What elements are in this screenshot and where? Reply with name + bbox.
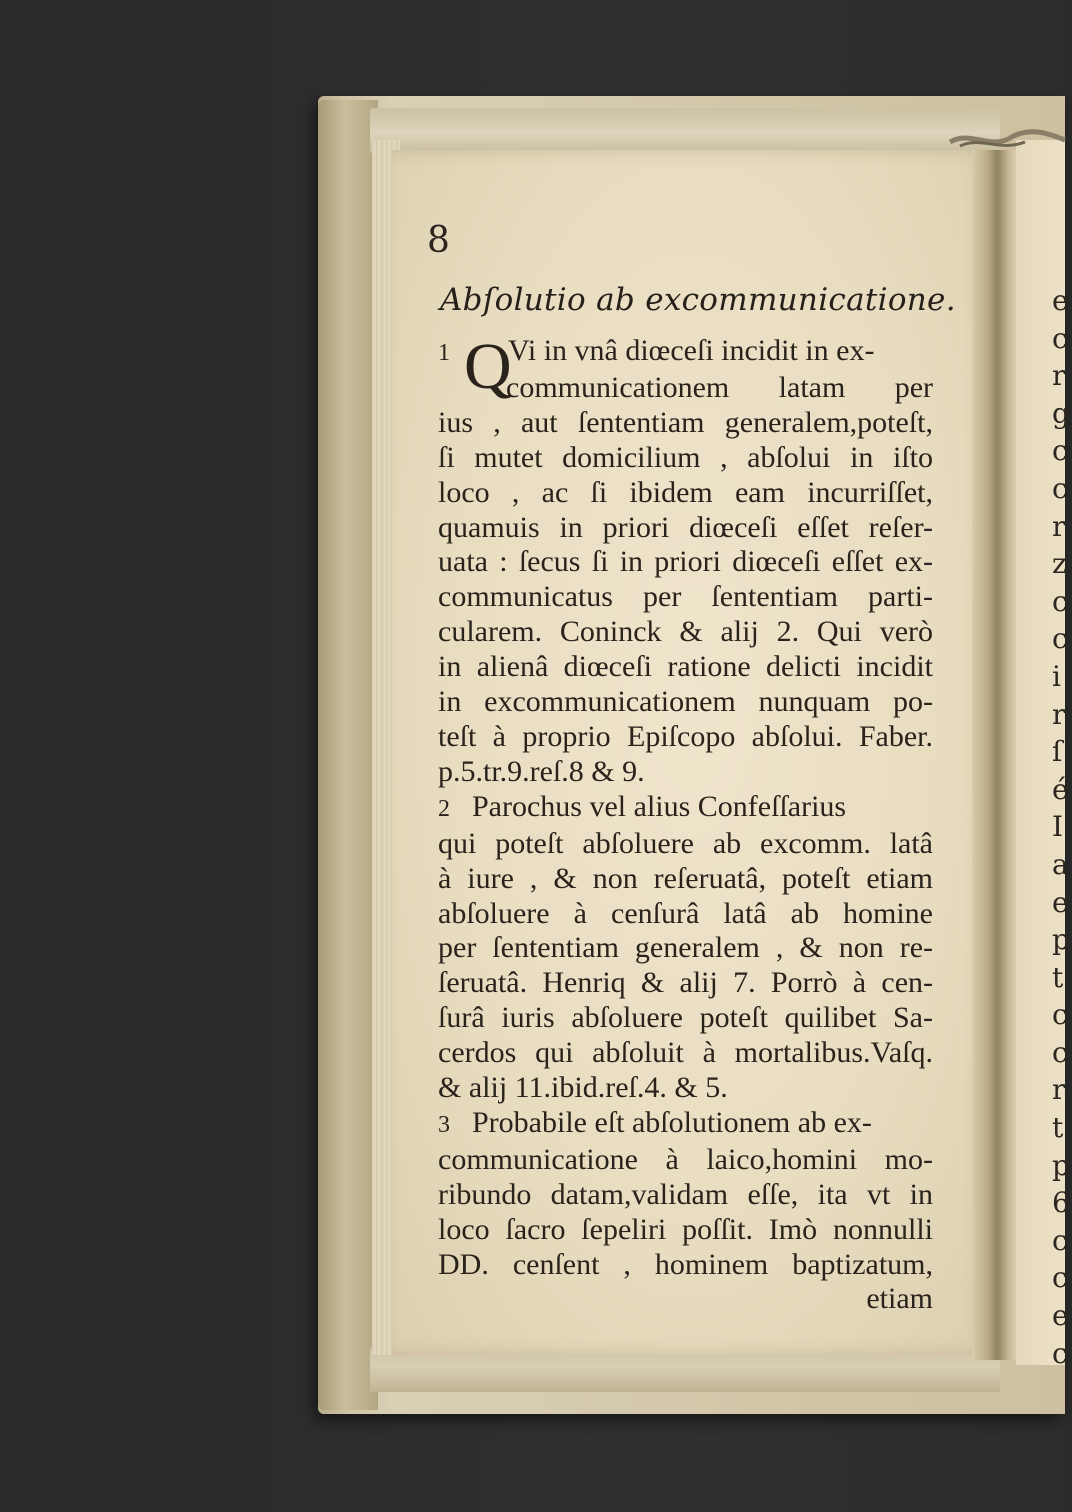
edge-letter: a [1052,847,1069,881]
text-line: 1 Vi in vnâ diœceſi incidit in ex- [438,334,933,371]
edge-letter: r [1052,1073,1066,1107]
edge-letter: i [1052,659,1061,693]
cover-top-edge [370,108,1000,154]
edge-letter: t [1052,1111,1064,1145]
edge-letter: c [1052,622,1068,656]
text-line: in alienâ diœceſi ratione delicti incidit [438,650,933,684]
text-line: loco , ac ſi ibidem eam incurriſſet, [438,475,933,509]
text-line: per ſententiam generalem , & non re- [438,931,933,965]
edge-letter: e [1052,885,1069,919]
book-spine [318,100,378,1410]
text-line: communicatus per ſententiam parti- [438,580,933,614]
text-line: qui poteſt abſoluere ab excomm. latâ [438,826,933,860]
edge-letter: g [1052,396,1070,430]
edge-letter: r [1052,359,1066,393]
text-line: abſoluere à cenſurâ latâ ab homine [438,896,933,930]
text-line: loco ſacro ſepeliri poſſit. Imò nonnulli [438,1212,933,1246]
text-line: 3 Probabile eſt abſolutionem ab ex- [438,1106,933,1143]
text-line: in excommunicationem nunquam po- [438,685,933,719]
edge-letter: c [1052,1261,1068,1295]
edge-letter: r [1052,697,1066,731]
edge-letter: t [1052,960,1064,994]
edge-letter: c [1052,998,1068,1032]
edge-letter: c [1052,321,1068,355]
binding-thread-icon [950,120,1065,156]
text-line: ſeruatâ. Henriq & alij 7. Porrò à cen- [438,966,933,1000]
text-line: cerdos qui abſoluit à mortalibus.Vaſq. [438,1036,933,1070]
text-line: communicatione à laico,homini mo- [438,1142,933,1176]
text-line: à iure , & non reſeruatâ, poteſt etiam [438,861,933,895]
text-line: teſt à proprio Epiſcopo abſolui. Faber. [438,719,933,753]
edge-letter: 6 [1052,1186,1070,1220]
text-line: ſurâ iuris abſoluere poteſt quilibet Sa- [438,1001,933,1035]
page-number: 8 [427,220,450,261]
text-line: 2 Parochus vel alius Confeſſarius [438,790,933,827]
text-line: p.5.tr.9.reſ.8 & 9. [438,754,645,788]
edge-letter: c [1052,1223,1068,1257]
edge-letter: p [1052,923,1070,957]
edge-letter: é [1052,772,1069,806]
drop-cap: Q [464,330,512,403]
paragraph-number: 2 [438,795,450,822]
edge-letter: c [1052,1336,1068,1370]
paragraph-number: 3 [438,1111,450,1138]
paragraph-number: 1 [438,340,450,366]
edge-letter: e [1052,1299,1069,1333]
edge-letter: c [1052,1035,1068,1069]
text-line: communicationem latam per [506,370,933,404]
text-line: ius , aut ſententiam generalem,poteſt, [438,405,933,439]
text-line: cularem. Coninck & alij 2. Qui verò [438,615,933,649]
binding-gutter [972,150,1018,1360]
edge-letter: e [1052,284,1069,317]
text-line: ſi mutet domicilium , abſolui in iſto [438,440,933,474]
paragraph-3 [438,1106,933,1283]
facing-page-edge-letters [1052,282,1072,1372]
edge-letter: c [1052,434,1068,468]
edge-letter: I [1052,810,1064,844]
edge-letter: c [1052,584,1068,618]
text-line: ribundo datam,validam eſſe, ita vt in [438,1177,933,1211]
edge-letter: p [1052,1148,1070,1182]
edge-letter: c [1052,471,1068,505]
edge-letter: z [1052,547,1067,581]
edge-letter: r [1052,509,1066,543]
catchword: etiam [866,1282,933,1316]
edge-letter: ſ [1052,735,1063,769]
text-line: uata : ſecus ſi in priori diœceſi eſſet ex- [438,545,933,579]
text-line: quamuis in priori diœceſi eſſet reſer- [438,510,933,544]
paragraph-1 [438,330,933,790]
text-line: DD. cenſent , hominem baptizatum, [438,1247,933,1281]
text-line: & alij 11.ibid.reſ.4. & 5. [438,1071,728,1105]
body-text [438,330,933,1317]
paragraph-2 [438,790,933,1106]
running-heading: Abſolutio ab excommunicatione. [440,282,956,318]
